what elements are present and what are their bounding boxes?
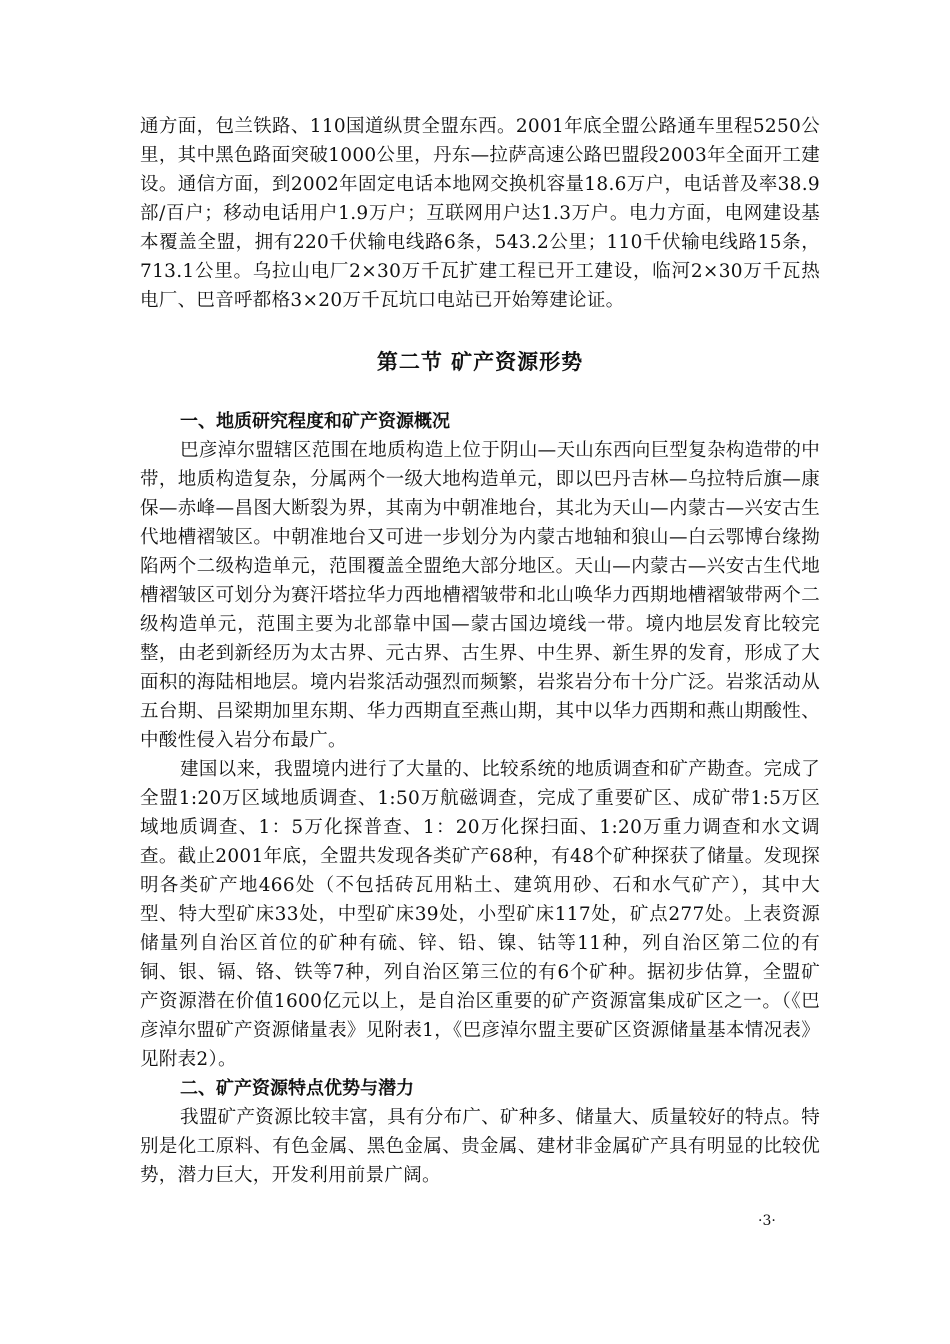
page-number: ·3·: [758, 1213, 776, 1229]
section-title: 第二节 矿产资源形势: [376, 350, 584, 374]
subsection-heading-geology: 一、地质研究程度和矿产资源概况: [180, 411, 450, 432]
document-page: [140, 112, 820, 1190]
intro-paragraph: 通方面，包兰铁路、110国道纵贯全盟东西。2001年底全盟公路通车里程5250公里，其中黑色路面突破1000公里，丹东—拉萨高速公路巴盟段2003年全面开工建设。通信方面，到2002年固定电话本地网交换机容量18.6万户，电话普及率38.9部/百户；移动电话用户1.9万户；互联网用户达1.3万户。电力方面，电网建设基本覆盖全盟，拥有220千伏输电线路6条，543.2公里；110千伏输电线路15条，713.1公里。乌拉山电厂2×30万千瓦扩建工程已开工建设，临河2×30万千瓦热电厂、巴音呼都格3×20万千瓦坑口电站已开始筹建论证。: [140, 116, 820, 311]
subsection-heading-advantages: 二、矿产资源特点优势与潜力: [180, 1078, 414, 1099]
exploration-paragraph: 建国以来，我盟境内进行了大量的、比较系统的地质调查和矿产勘查。完成了全盟1:20万区域地质调查、1:50万航磁调查，完成了重要矿区、成矿带1:5万区域地质调查、1：5万化探普查、1：20万化探扫面、1:20万重力调查和水文调查。截止2001年底，全盟共发现各类矿产68种，有48个矿种探获了储量。发现探明各类矿产地466处（不包括砖瓦用粘土、建筑用砂、石和水气矿产），其中大型、特大型矿床33处，中型矿床39处，小型矿床117处，矿点277处。上表资源储量列自治区首位的矿种有硫、锌、铅、镍、钴等11种，列自治区第二位的有铜、银、镉、铬、铁等7种，列自治区第三位的有6个矿种。据初步估算，全盟矿产资源潜在价值1600亿元以上，是自治区重要的矿产资源富集成矿区之一。（《巴彦淖尔盟矿产资源储量表》见附表1，《巴彦淖尔盟主要矿区资源储量基本情况表》见附表2）。: [140, 759, 820, 1070]
geology-paragraph: 巴彦淖尔盟辖区范围在地质构造上位于阴山—天山东西向巨型复杂构造带的中带，地质构造复杂，分属两个一级大地构造单元，即以巴丹吉林—乌拉特后旗—康保—赤峰—昌图大断裂为界，其南为中朝准地台，其北为天山—内蒙古—兴安古生代地槽褶皱区。中朝准地台又可进一步划分为内蒙古地轴和狼山—白云鄂博台缘拗陷两个二级构造单元，范围覆盖全盟绝大部分地区。天山—内蒙古—兴安古生代地槽褶皱区可划分为赛汗塔拉华力西地槽褶皱带和北山唤华力西期地槽褶皱带两个二级构造单元，范围主要为北部靠中国—蒙古国边境线一带。境内地层发育比较完整，由老到新经历为太古界、元古界、古生界、中生界、新生界的发育，形成了大面积的海陆相地层。境内岩浆活动强烈而频繁，岩浆岩分布十分广泛。岩浆活动从五台期、吕梁期加里东期、华力西期直至燕山期，其中以华力西期和燕山期酸性、中酸性侵入岩分布最广。: [140, 440, 820, 751]
advantages-paragraph: 我盟矿产资源比较丰富，具有分布广、矿种多、储量大、质量较好的特点。特别是化工原料、有色金属、黑色金属、贵金属、建材非金属矿产具有明显的比较优势，潜力巨大，开发利用前景广阔。: [140, 1107, 820, 1186]
